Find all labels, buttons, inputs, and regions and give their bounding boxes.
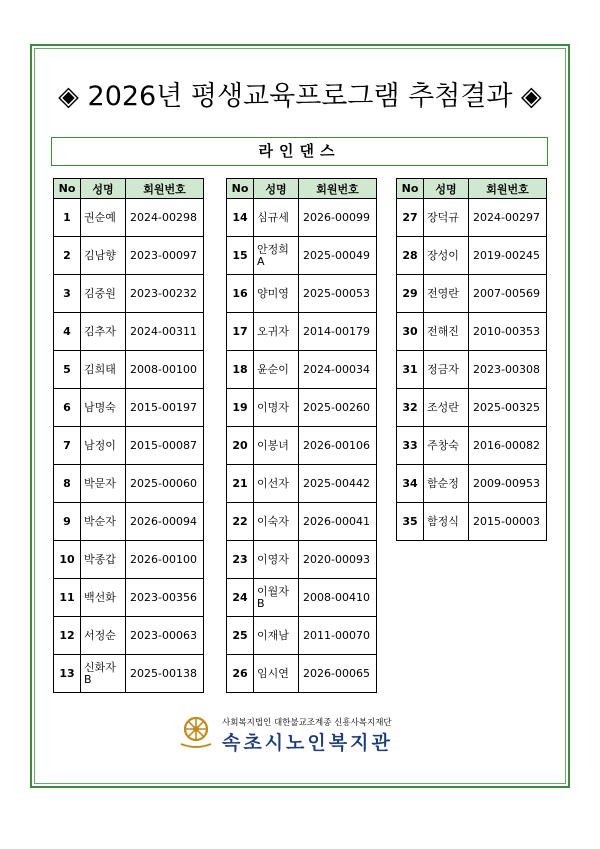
row-member-id: 2015-00087 [126,427,204,465]
row-member-id: 2015-00003 [469,503,547,541]
row-name: 조성란 [424,389,469,427]
row-member-id: 2008-00100 [126,351,204,389]
table-row [54,541,204,579]
row-name: 장성이 [424,237,469,275]
row-name: 이봉녀 [254,427,299,465]
row-no: 8 [54,465,81,503]
row-no: 24 [227,579,254,617]
table-row [227,427,377,465]
table-row [227,579,377,617]
table-row [227,541,377,579]
table-row [397,237,547,275]
row-member-id: 2023-00356 [126,579,204,617]
row-no: 1 [54,199,81,237]
row-member-id: 2015-00197 [126,389,204,427]
row-name: 남정이 [81,427,126,465]
row-name: 이월자B [254,579,299,617]
row-name: 전해진 [424,313,469,351]
row-no: 10 [54,541,81,579]
row-member-id: 2025-00442 [299,465,377,503]
row-member-id: 2009-00953 [469,465,547,503]
table-row [227,617,377,655]
table-body [227,199,377,693]
row-name: 김추자 [81,313,126,351]
table-row [54,579,204,617]
row-name: 임시연 [254,655,299,693]
row-member-id: 2024-00297 [469,199,547,237]
row-no: 20 [227,427,254,465]
program-name: 라인댄스 [51,137,548,166]
table-row [397,389,547,427]
center-name: 속초시노인복지관 [222,732,393,754]
row-name: 남명숙 [81,389,126,427]
row-name: 함순정 [424,465,469,503]
row-name: 함정식 [424,503,469,541]
header-name: 성명 [424,179,469,199]
table-row [227,351,377,389]
table-body [54,199,204,693]
row-no: 28 [397,237,424,275]
row-no: 23 [227,541,254,579]
table-row [397,465,547,503]
row-member-id: 2019-00245 [469,237,547,275]
row-no: 5 [54,351,81,389]
row-member-id: 2010-00353 [469,313,547,351]
table-row [227,199,377,237]
header-name: 성명 [81,179,126,199]
row-member-id: 2024-00311 [126,313,204,351]
row-member-id: 2026-00106 [299,427,377,465]
row-name: 윤순이 [254,351,299,389]
row-no: 14 [227,199,254,237]
row-no: 35 [397,503,424,541]
row-member-id: 2026-00094 [126,503,204,541]
row-name: 전영란 [424,275,469,313]
row-no: 4 [54,313,81,351]
table-body [397,199,547,541]
roster-table-3 [396,178,547,541]
row-name: 김남향 [81,237,126,275]
row-member-id: 2014-00179 [299,313,377,351]
table-row [54,275,204,313]
table-row [227,655,377,693]
row-member-id: 2024-00298 [126,199,204,237]
row-member-id: 2026-00100 [126,541,204,579]
row-no: 16 [227,275,254,313]
row-no: 7 [54,427,81,465]
row-member-id: 2025-00138 [126,655,204,693]
table-row [397,427,547,465]
header-no: No [54,179,81,199]
row-member-id: 2025-00053 [299,275,377,313]
row-no: 33 [397,427,424,465]
dharma-wheel-icon [178,714,214,750]
row-member-id: 2023-00063 [126,617,204,655]
header-id: 회원번호 [126,179,204,199]
header-id: 회원번호 [299,179,377,199]
table-row [227,389,377,427]
table-header-row [54,179,204,199]
row-name: 박문자 [81,465,126,503]
row-name: 백선화 [81,579,126,617]
row-member-id: 2016-00082 [469,427,547,465]
row-member-id: 2023-00232 [126,275,204,313]
roster-table-2 [226,178,377,693]
row-member-id: 2025-00049 [299,237,377,275]
row-name: 심규세 [254,199,299,237]
row-name: 박종갑 [81,541,126,579]
table-row [397,275,547,313]
table-header-row [227,179,377,199]
header-name: 성명 [254,179,299,199]
table-row [227,275,377,313]
table-row [54,503,204,541]
row-name: 서정순 [81,617,126,655]
row-no: 26 [227,655,254,693]
row-no: 27 [397,199,424,237]
row-no: 19 [227,389,254,427]
row-name: 이선자 [254,465,299,503]
page-title: ◈ 2026년 평생교육프로그램 추첨결과 ◈ [58,81,542,112]
table-row [54,199,204,237]
table-row [54,237,204,275]
table-row [54,617,204,655]
row-no: 22 [227,503,254,541]
table-header-row [397,179,547,199]
row-no: 29 [397,275,424,313]
row-member-id: 2026-00065 [299,655,377,693]
table-row [397,313,547,351]
row-name: 이영자 [254,541,299,579]
row-member-id: 2025-00260 [299,389,377,427]
row-member-id: 2011-00070 [299,617,377,655]
header-no: No [397,179,424,199]
row-name: 주창숙 [424,427,469,465]
row-no: 15 [227,237,254,275]
table-row [54,351,204,389]
foundation-name: 사회복지법인 대한불교조계종 신흥사복지재단 [222,718,392,728]
row-name: 정금자 [424,351,469,389]
row-name: 안정희A [254,237,299,275]
row-member-id: 2023-00308 [469,351,547,389]
row-no: 13 [54,655,81,693]
row-no: 32 [397,389,424,427]
footer [178,714,428,754]
row-no: 31 [397,351,424,389]
row-member-id: 2026-00099 [299,199,377,237]
row-name: 김중원 [81,275,126,313]
table-row [227,465,377,503]
table-row [54,389,204,427]
row-name: 장덕규 [424,199,469,237]
row-member-id: 2025-00325 [469,389,547,427]
row-name: 신화자B [81,655,126,693]
table-row [54,313,204,351]
row-no: 25 [227,617,254,655]
row-no: 6 [54,389,81,427]
row-no: 12 [54,617,81,655]
row-member-id: 2007-00569 [469,275,547,313]
row-member-id: 2024-00034 [299,351,377,389]
row-member-id: 2023-00097 [126,237,204,275]
row-member-id: 2020-00093 [299,541,377,579]
header-id: 회원번호 [469,179,547,199]
row-no: 9 [54,503,81,541]
table-row [227,503,377,541]
table-row [54,465,204,503]
row-no: 30 [397,313,424,351]
row-no: 11 [54,579,81,617]
table-row [54,655,204,693]
row-member-id: 2026-00041 [299,503,377,541]
row-no: 21 [227,465,254,503]
row-name: 양미영 [254,275,299,313]
row-member-id: 2008-00410 [299,579,377,617]
table-row [227,237,377,275]
row-no: 2 [54,237,81,275]
row-name: 오귀자 [254,313,299,351]
table-row [397,351,547,389]
table-row [397,199,547,237]
row-name: 권순예 [81,199,126,237]
row-name: 이숙자 [254,503,299,541]
row-name: 박순자 [81,503,126,541]
row-no: 18 [227,351,254,389]
row-no: 17 [227,313,254,351]
table-row [54,427,204,465]
table-row [227,313,377,351]
row-no: 3 [54,275,81,313]
row-name: 이재남 [254,617,299,655]
row-name: 김희태 [81,351,126,389]
roster-table-1 [53,178,204,693]
header-no: No [227,179,254,199]
row-name: 이명자 [254,389,299,427]
row-no: 34 [397,465,424,503]
row-member-id: 2025-00060 [126,465,204,503]
table-row [397,503,547,541]
